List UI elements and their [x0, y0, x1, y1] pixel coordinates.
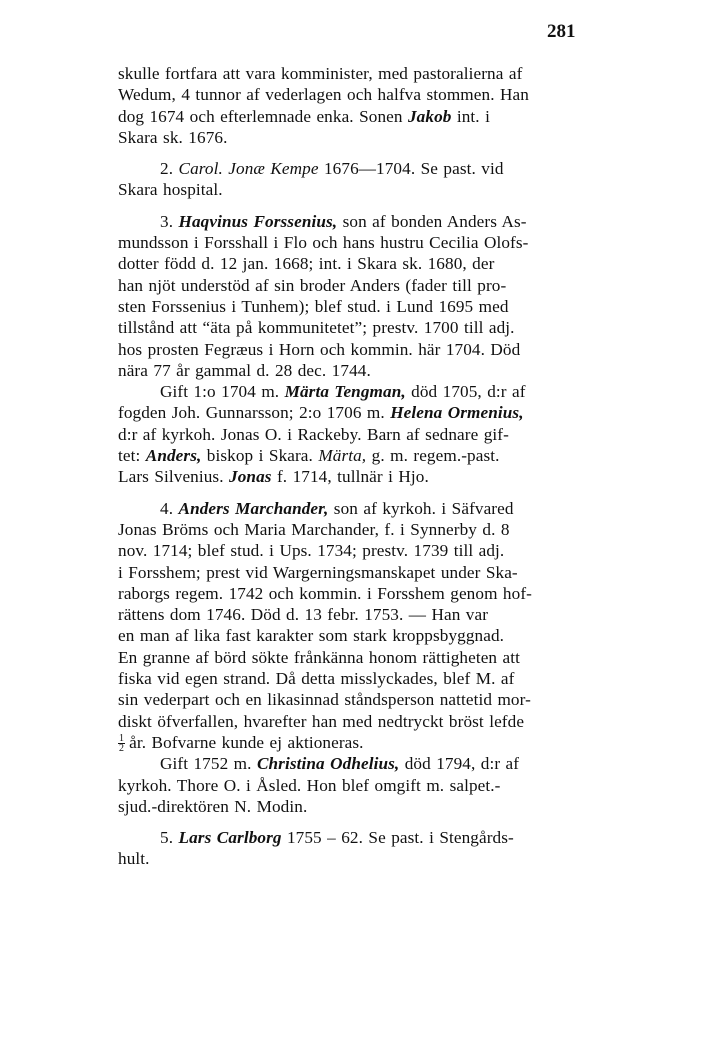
text-line: sjud.-direktören N. Modin. — [118, 796, 308, 816]
page-number: 281 — [547, 21, 576, 42]
text-line: sten Forssenius i Tunhem); blef stud. i Lund 1695 med — [118, 296, 509, 316]
text-line: skulle fortfara att vara komminister, med pastoralierna af — [118, 64, 523, 83]
entry-number: 2. — [160, 159, 174, 179]
fraction-half: $\frac{1}{2}$ — [119, 733, 125, 755]
text-line: 5. Lars Carlborg 1755 – 62. Se past. i Stengårds- — [160, 828, 514, 848]
text-line: Skara sk. 1676. — [118, 127, 228, 147]
text-line: tet: Anders, biskop i Skara. Märta, g. m. regem.-past. — [118, 446, 500, 466]
entry-number: 3. — [160, 211, 174, 231]
name-carol-kempe: Carol. Jonæ Kempe — [178, 159, 319, 179]
text-line: 2. Carol. Jonæ Kempe 1676—1704. Se past. vid — [160, 159, 504, 179]
text-line: raborgs regem. 1742 och kommin. i Forsshem genom hof- — [118, 583, 532, 603]
name-anders-marchander: Anders Marchander, — [178, 498, 329, 518]
text-line: hos prosten Fegræus i Horn och kommin. här 1704. Död — [118, 339, 521, 359]
text-line: i Forsshem; prest vid Wargerningsmanskapet under Ska- — [118, 562, 518, 582]
text-line: $\frac{1}{2}$ år. Bofvarne kunde ej aktioneras. — [119, 732, 364, 755]
text-line: rättens dom 1746. Död d. 13 febr. 1753. — Han var — [118, 605, 489, 625]
text-line: tillstånd att “äta på kommunitetet”; prestv. 1700 till adj. — [118, 318, 515, 338]
name-christina-odhelius: Christina Odhelius, — [256, 754, 400, 774]
text-line: en man af lika fast karakter som stark kroppsbyggnad. — [118, 626, 505, 646]
text-line: Gift 1:o 1704 m. Märta Tengman, död 1705, d:r af — [160, 382, 526, 402]
text-line: 3. Haqvinus Forssenius, son af bonden Anders As- — [160, 211, 527, 231]
text-line: dotter född d. 12 jan. 1668; int. i Skara sk. 1680, der — [118, 254, 495, 274]
text-line: mundsson i Forsshall i Flo och hans hustru Cecilia Olofs- — [118, 233, 529, 253]
name-helena-ormenius: Helena Ormenius, — [390, 403, 524, 423]
text-line: d:r af kyrkoh. Jonas O. i Rackeby. Barn af sednare gif- — [118, 424, 509, 444]
text-line: dog 1674 och efterlemnade enka. Sonen Jakob int. i — [118, 106, 490, 126]
text-line: fogden Joh. Gunnarsson; 2:o 1706 m. Helena Ormenius, — [118, 403, 524, 423]
text-line: sin vederpart och en likasinnad ståndsperson nattetid mor- — [118, 690, 531, 710]
name-marta: Märta, — [318, 446, 367, 466]
text-line: Wedum, 4 tunnor af vederlagen och halfva stommen. Han — [118, 85, 529, 105]
entry-number: 5. — [160, 828, 174, 848]
text-line: diskt öfverfallen, hvarefter han med nedtryckt bröst lefde — [118, 711, 525, 731]
text-line: han njöt understöd af sin broder Anders (fader till pro- — [118, 275, 507, 295]
name-marta-tengman: Märta Tengman, — [284, 382, 406, 402]
entry-number: 4. — [160, 498, 174, 518]
text-line: kyrkoh. Thore O. i Åsled. Hon blef omgift m. salpet.- — [118, 775, 501, 795]
name-jonas: Jonas — [229, 467, 272, 487]
text-line: Jonas Bröms och Maria Marchander, f. i Synnerby d. 8 — [118, 519, 510, 539]
name-haqvinus-forssenius: Haqvinus Forssenius, — [178, 211, 338, 231]
page-text — [118, 63, 598, 870]
text-line: nov. 1714; blef stud. i Ups. 1734; prestv. 1739 till adj. — [118, 541, 505, 561]
text-line: hult. — [118, 849, 150, 869]
text-line: nära 77 år gammal d. 28 dec. 1744. — [118, 360, 371, 380]
text-line: Gift 1752 m. Christina Odhelius, död 1794, d:r af — [160, 754, 520, 774]
text-line: Skara hospital. — [118, 180, 223, 200]
text-line: En granne af börd sökte frånkänna honom rättigheten att — [118, 647, 520, 667]
text-line: 4. Anders Marchander, son af kyrkoh. i Säfvared — [160, 498, 514, 518]
name-anders: Anders, — [145, 446, 202, 466]
text-line: Lars Silvenius. Jonas f. 1714, tullnär i Hjo. — [118, 467, 429, 487]
text-line: fiska vid egen strand. Då detta misslyckades, blef M. af — [118, 669, 515, 689]
name-jakob: Jakob — [407, 106, 452, 126]
name-lars-carlborg: Lars Carlborg — [178, 828, 282, 848]
